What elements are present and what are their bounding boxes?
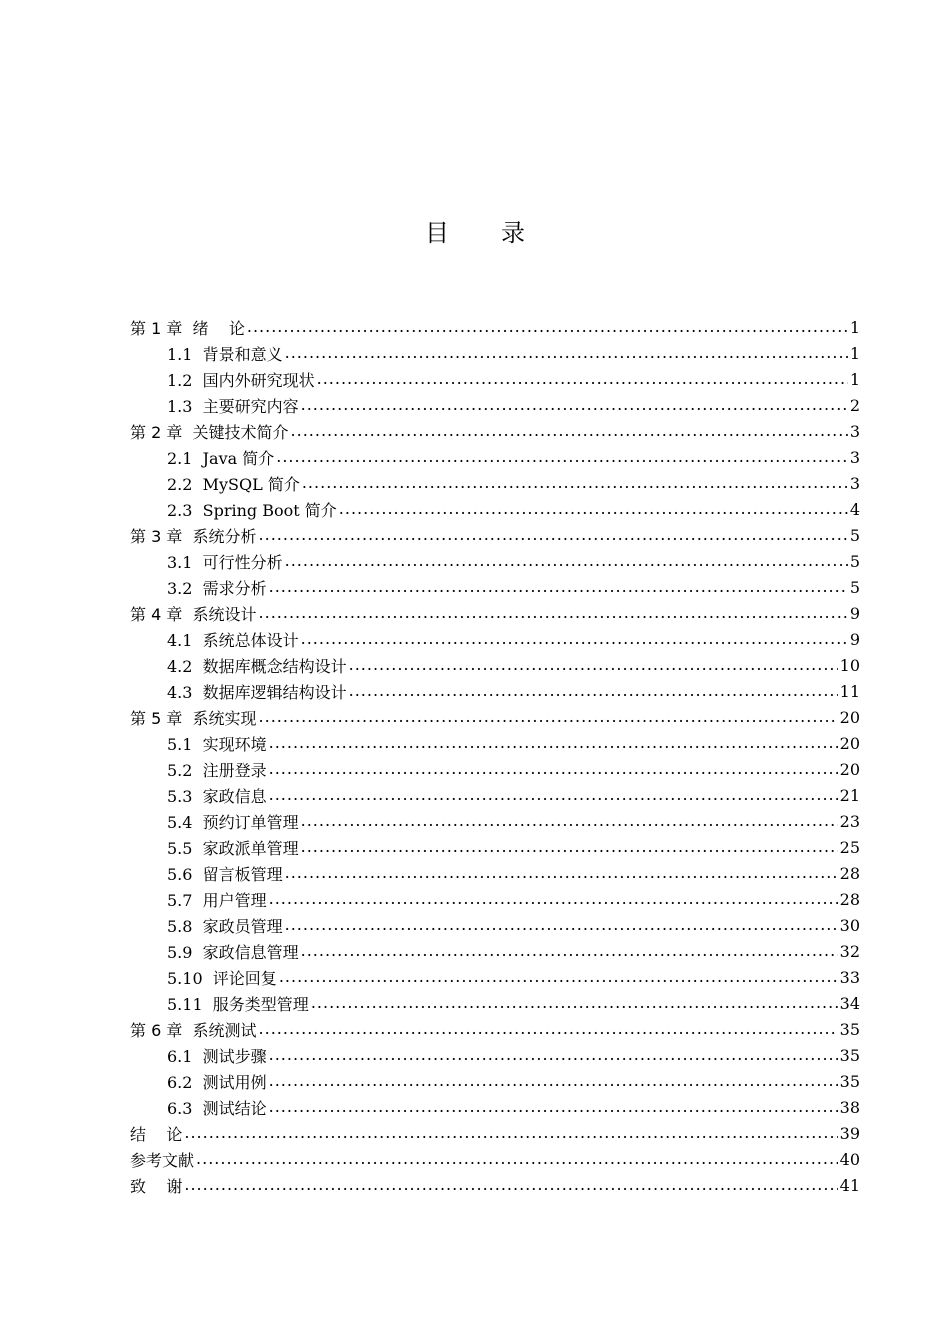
- toc-entry-label: 6.2 测试用例: [167, 1072, 267, 1092]
- toc-leader-dots: [269, 886, 838, 912]
- toc-entry[interactable]: [130, 1120, 860, 1146]
- toc-entry-page: 20: [839, 759, 860, 779]
- toc-leader-dots: [301, 392, 848, 418]
- toc-leader-dots: [311, 990, 838, 1016]
- toc-entry-label: 第 5 章 系统实现: [130, 708, 257, 728]
- toc-entry-page: 1: [849, 369, 860, 389]
- toc-entry-page: 35: [839, 1071, 860, 1091]
- toc-entry-label: 参考文献: [130, 1150, 195, 1170]
- toc-entry-page: 20: [839, 707, 860, 727]
- toc-entry-page: 5: [849, 551, 860, 571]
- toc-entry-label: 4.2 数据库概念结构设计: [167, 656, 347, 676]
- toc-entry-page: 38: [839, 1097, 860, 1117]
- toc-entry-page: 10: [839, 655, 860, 675]
- toc-entry-page: 33: [839, 967, 860, 987]
- toc-leader-dots: [259, 704, 838, 730]
- toc-entry[interactable]: [130, 1016, 860, 1042]
- toc-entry-page: 25: [839, 837, 860, 857]
- toc-leader-dots: [301, 938, 838, 964]
- toc-entry[interactable]: [130, 652, 860, 678]
- toc-entry[interactable]: [130, 860, 860, 886]
- toc-entry-page: 3: [849, 447, 860, 467]
- toc-entry-page: 9: [849, 629, 860, 649]
- table-of-contents: [130, 314, 860, 1198]
- toc-entry-label: 5.6 留言板管理: [167, 864, 283, 884]
- toc-entry-page: 1: [849, 343, 860, 363]
- toc-leader-dots: [259, 600, 848, 626]
- toc-entry-page: 3: [849, 473, 860, 493]
- toc-leader-dots: [317, 366, 848, 392]
- toc-entry-label: 3.2 需求分析: [167, 578, 267, 598]
- toc-leader-dots: [269, 1068, 838, 1094]
- toc-entry-page: 2: [849, 395, 860, 415]
- toc-entry-label: 4.1 系统总体设计: [167, 630, 299, 650]
- toc-entry-label: 第 4 章 系统设计: [130, 604, 257, 624]
- toc-entry[interactable]: [130, 496, 860, 522]
- toc-entry[interactable]: [130, 522, 860, 548]
- toc-entry-label: 5.1 实现环境: [167, 734, 267, 754]
- toc-entry[interactable]: [130, 340, 860, 366]
- toc-entry[interactable]: [130, 1172, 860, 1198]
- toc-entry-page: 41: [839, 1175, 860, 1195]
- toc-title-char-2: 录: [501, 219, 525, 247]
- toc-entry-page: 23: [839, 811, 860, 831]
- toc-entry[interactable]: [130, 626, 860, 652]
- toc-entry-label: 1.2 国内外研究现状: [167, 370, 315, 390]
- toc-title: [0, 213, 950, 248]
- toc-entry-page: 30: [839, 915, 860, 935]
- toc-entry-page: 40: [839, 1149, 860, 1169]
- toc-entry[interactable]: [130, 392, 860, 418]
- toc-entry-label: 第 6 章 系统测试: [130, 1020, 257, 1040]
- toc-entry-label: 2.3 Spring Boot 简介: [167, 500, 337, 520]
- toc-entry-label: 1.3 主要研究内容: [167, 396, 299, 416]
- toc-leader-dots: [285, 912, 838, 938]
- toc-entry-label: 第 1 章 绪 论: [130, 318, 245, 338]
- toc-entry[interactable]: [130, 964, 860, 990]
- toc-entry-label: 5.5 家政派单管理: [167, 838, 299, 858]
- toc-entry-label: 4.3 数据库逻辑结构设计: [167, 682, 347, 702]
- toc-entry-page: 11: [839, 681, 860, 701]
- toc-entry-page: 39: [839, 1123, 860, 1143]
- toc-entry-page: 28: [839, 889, 860, 909]
- toc-entry[interactable]: [130, 548, 860, 574]
- toc-leader-dots: [285, 548, 848, 574]
- toc-leader-dots: [301, 808, 838, 834]
- toc-leader-dots: [184, 1120, 837, 1146]
- toc-entry[interactable]: [130, 1068, 860, 1094]
- toc-entry[interactable]: [130, 1146, 860, 1172]
- toc-leader-dots: [349, 678, 838, 704]
- toc-entry-label: 2.2 MySQL 简介: [167, 474, 300, 494]
- toc-entry[interactable]: [130, 418, 860, 444]
- toc-leader-dots: [269, 574, 848, 600]
- toc-entry[interactable]: [130, 730, 860, 756]
- toc-entry[interactable]: [130, 990, 860, 1016]
- toc-entry-label: 6.3 测试结论: [167, 1098, 267, 1118]
- toc-entry-page: 32: [839, 941, 860, 961]
- toc-leader-dots: [279, 964, 838, 990]
- toc-entry[interactable]: [130, 704, 860, 730]
- toc-entry-page: 3: [849, 421, 860, 441]
- toc-entry-label: 5.4 预约订单管理: [167, 812, 299, 832]
- toc-leader-dots: [276, 444, 848, 470]
- toc-leader-dots: [269, 1094, 838, 1120]
- toc-entry-label: 5.2 注册登录: [167, 760, 267, 780]
- toc-entry[interactable]: [130, 1042, 860, 1068]
- toc-leader-dots: [269, 1042, 838, 1068]
- toc-leader-dots: [196, 1146, 838, 1172]
- toc-leader-dots: [339, 496, 848, 522]
- toc-entry[interactable]: [130, 808, 860, 834]
- toc-leader-dots: [291, 418, 848, 444]
- toc-entry-page: 9: [849, 603, 860, 623]
- toc-leader-dots: [302, 470, 848, 496]
- toc-title-char-1: 目: [425, 219, 449, 247]
- toc-entry-label: 6.1 测试步骤: [167, 1046, 267, 1066]
- toc-entry-label: 第 3 章 系统分析: [130, 526, 257, 546]
- toc-entry-page: 35: [839, 1019, 860, 1039]
- toc-entry[interactable]: [130, 938, 860, 964]
- toc-entry-label: 3.1 可行性分析: [167, 552, 283, 572]
- toc-entry-label: 第 2 章 关键技术简介: [130, 422, 289, 442]
- toc-leader-dots: [285, 860, 838, 886]
- toc-leader-dots: [269, 782, 838, 808]
- toc-entry-label: 5.7 用户管理: [167, 890, 267, 910]
- toc-leader-dots: [285, 340, 848, 366]
- toc-entry-label: 5.9 家政信息管理: [167, 942, 299, 962]
- toc-entry-page: 4: [849, 499, 860, 519]
- toc-entry[interactable]: [130, 600, 860, 626]
- toc-entry-label: 致 谢: [130, 1176, 183, 1196]
- toc-entry[interactable]: [130, 756, 860, 782]
- toc-leader-dots: [301, 626, 848, 652]
- toc-entry-page: 5: [849, 577, 860, 597]
- toc-entry-page: 35: [839, 1045, 860, 1065]
- toc-entry[interactable]: [130, 678, 860, 704]
- toc-leader-dots: [269, 730, 838, 756]
- toc-entry[interactable]: [130, 444, 860, 470]
- toc-leader-dots: [269, 756, 838, 782]
- toc-entry[interactable]: [130, 1094, 860, 1120]
- toc-entry-page: 34: [839, 993, 860, 1013]
- toc-leader-dots: [349, 652, 838, 678]
- toc-entry-label: 1.1 背景和意义: [167, 344, 283, 364]
- toc-entry-label: 5.3 家政信息: [167, 786, 267, 806]
- toc-entry[interactable]: [130, 470, 860, 496]
- toc-entry-label: 2.1 Java 简介: [167, 448, 275, 468]
- toc-entry[interactable]: [130, 314, 860, 340]
- toc-leader-dots: [259, 1016, 838, 1042]
- toc-entry-label: 5.10 评论回复: [167, 968, 277, 988]
- toc-entry[interactable]: [130, 366, 860, 392]
- toc-entry-label: 5.8 家政员管理: [167, 916, 283, 936]
- toc-entry-page: 20: [839, 733, 860, 753]
- toc-leader-dots: [247, 314, 848, 340]
- toc-entry[interactable]: [130, 782, 860, 808]
- toc-entry-page: 21: [839, 785, 860, 805]
- toc-entry-label: 5.11 服务类型管理: [167, 994, 309, 1014]
- toc-entry-label: 结 论: [130, 1124, 183, 1144]
- toc-leader-dots: [301, 834, 838, 860]
- toc-entry[interactable]: [130, 912, 860, 938]
- toc-leader-dots: [259, 522, 848, 548]
- toc-entry-page: 5: [849, 525, 860, 545]
- toc-entry[interactable]: [130, 574, 860, 600]
- toc-leader-dots: [184, 1172, 837, 1198]
- toc-entry[interactable]: [130, 834, 860, 860]
- toc-entry-page: 1: [849, 317, 860, 337]
- toc-entry-page: 28: [839, 863, 860, 883]
- toc-entry[interactable]: [130, 886, 860, 912]
